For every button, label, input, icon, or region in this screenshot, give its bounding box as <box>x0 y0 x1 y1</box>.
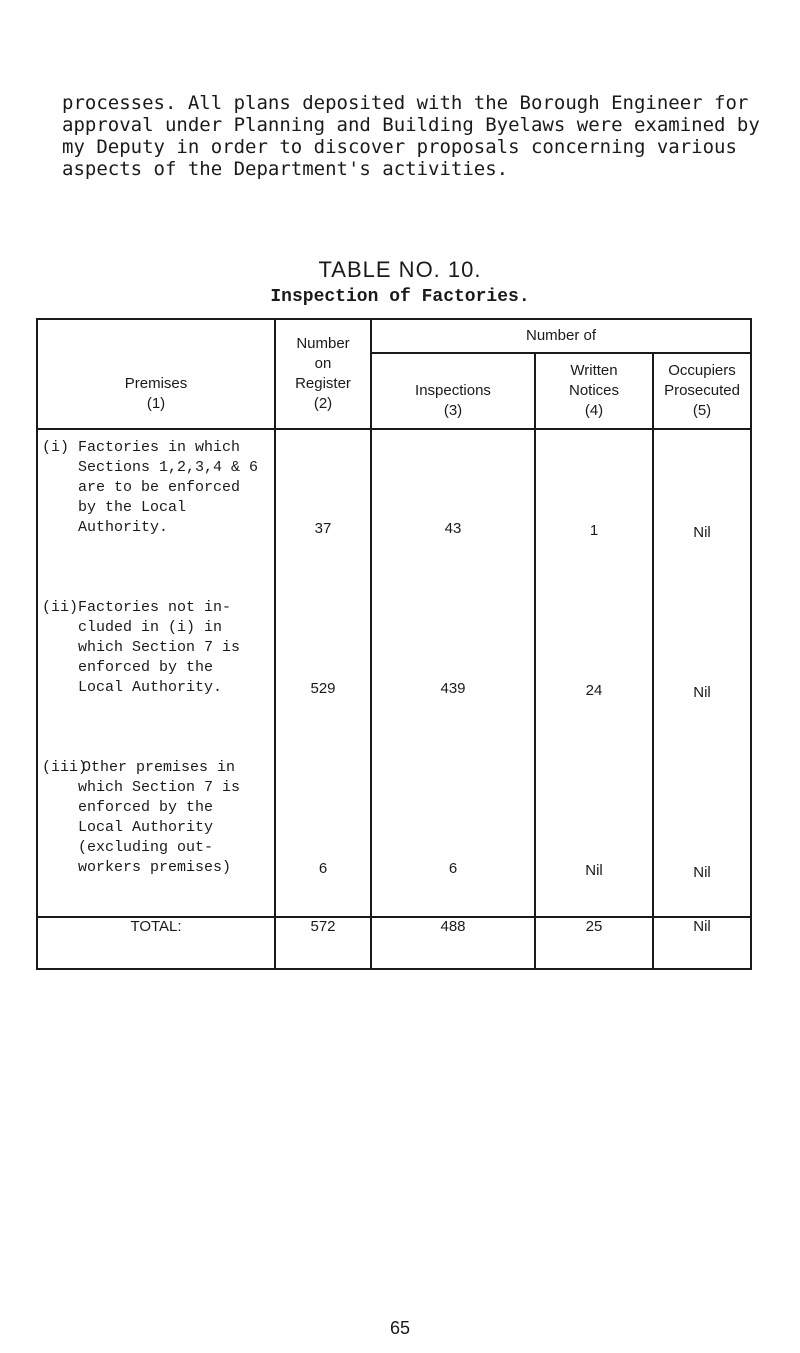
entry-line: enforced by the <box>78 799 214 816</box>
header-prosecuted-line2: Prosecuted <box>664 382 740 399</box>
header-prosecuted <box>653 353 751 429</box>
entry-number: (ii) <box>42 599 79 616</box>
entry-line: which Section 7 is <box>78 779 241 796</box>
header-inspections-col: (3) <box>443 402 463 419</box>
total-label: TOTAL: <box>37 917 275 969</box>
intro-line: approval under Planning and Building Byelaws were examined by <box>62 114 760 136</box>
prosecuted-value: Nil <box>693 864 711 881</box>
entry-number: (iii) <box>42 759 88 776</box>
intro-paragraph <box>62 92 760 180</box>
entry-line: which Section 7 is <box>78 639 241 656</box>
header-premises-label: Premises <box>124 375 188 392</box>
premises-entry-3 <box>42 758 240 878</box>
register-value: 6 <box>318 860 328 877</box>
inspections-value: 6 <box>448 860 458 877</box>
notices-value: 1 <box>589 522 599 539</box>
header-premises-col: (1) <box>146 395 166 412</box>
total-inspections: 488 <box>371 917 535 969</box>
intro-line: my Deputy in order to discover proposals concerning various <box>62 136 737 158</box>
entry-line: Sections 1,2,3,4 & 6 <box>78 459 259 476</box>
register-value: 529 <box>310 680 336 697</box>
entry-line: Local Authority. <box>78 679 223 696</box>
premises-entry-2 <box>42 598 240 698</box>
inspection-table <box>36 318 752 970</box>
prosecuted-value: Nil <box>693 524 711 541</box>
entry-line: by the Local <box>78 499 187 516</box>
header-number-of: Number of <box>371 319 751 353</box>
premises-entry-1 <box>42 438 258 538</box>
entry-line: Other premises in <box>82 759 236 776</box>
notices-value: 24 <box>585 682 603 699</box>
table-title: Inspection of Factories. <box>270 287 530 307</box>
notices-cell <box>535 429 653 917</box>
entry-line: enforced by the <box>78 659 214 676</box>
entry-line: are to be enforced <box>78 479 241 496</box>
header-prosecuted-line1: Occupiers <box>668 362 736 379</box>
entry-line: cluded in (i) in <box>78 619 223 636</box>
header-inspections-label: Inspections <box>415 382 491 399</box>
table-body-row <box>37 429 751 917</box>
entry-line: workers premises) <box>78 859 232 876</box>
entry-line: Factories in which <box>78 439 241 456</box>
header-register-col: (2) <box>313 395 333 412</box>
header-register <box>275 319 371 429</box>
prosecuted-cell <box>653 429 751 917</box>
page-number: 65 <box>389 1318 411 1338</box>
entry-number: (i) <box>42 439 70 456</box>
entry-line: Local Authority <box>78 819 214 836</box>
header-prosecuted-col: (5) <box>692 402 712 419</box>
intro-line: aspects of the Department's activities. <box>62 158 509 180</box>
register-cell <box>275 429 371 917</box>
total-register: 572 <box>275 917 371 969</box>
header-notices-line2: Notices <box>568 382 620 399</box>
total-prosecuted: Nil <box>653 917 751 969</box>
header-premises <box>37 319 275 429</box>
header-notices-col: (4) <box>584 402 604 419</box>
header-register-line3: Register <box>295 375 351 392</box>
header-register-line2: on <box>314 355 332 372</box>
header-notices <box>535 353 653 429</box>
inspections-cell <box>371 429 535 917</box>
header-notices-line1: Written <box>570 362 618 379</box>
entry-line: (excluding out- <box>78 839 214 856</box>
notices-value: Nil <box>585 862 603 879</box>
header-register-line1: Number <box>296 335 350 352</box>
intro-line: processes. All plans deposited with the Borough Engineer for <box>62 92 749 114</box>
entry-line: Factories not in- <box>78 599 232 616</box>
entry-line: Authority. <box>78 519 169 536</box>
table-number: TABLE NO. 10. <box>318 257 482 282</box>
prosecuted-value: Nil <box>693 684 711 701</box>
total-notices: 25 <box>535 917 653 969</box>
inspections-value: 43 <box>444 520 462 537</box>
total-row <box>37 917 751 969</box>
register-value: 37 <box>314 520 332 537</box>
inspections-value: 439 <box>440 680 466 697</box>
header-inspections <box>371 353 535 429</box>
premises-cell <box>37 429 275 917</box>
